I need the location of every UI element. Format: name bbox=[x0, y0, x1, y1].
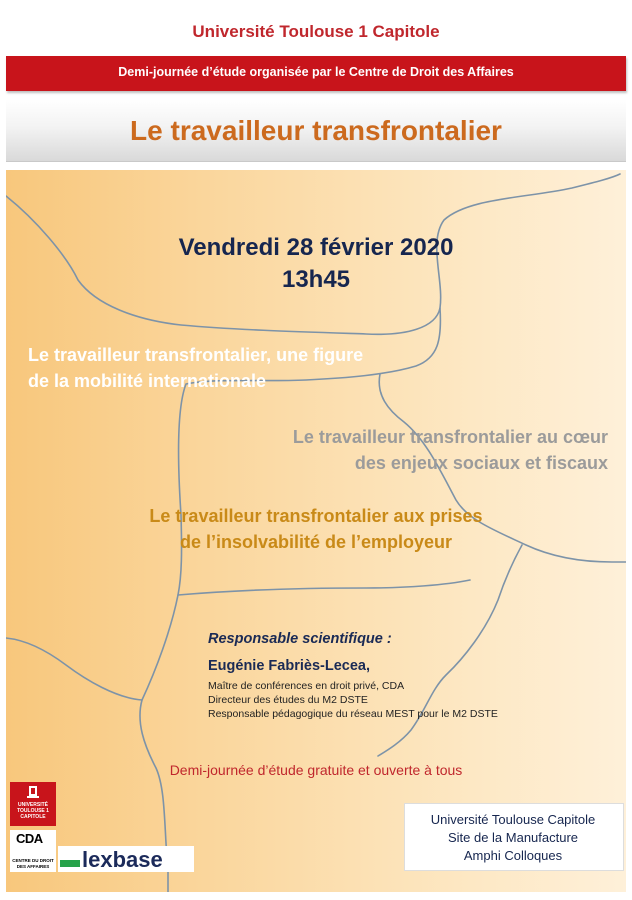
theme-1-line-1: Le travailleur transfrontalier, une figure bbox=[28, 345, 364, 365]
cda-sub-1: CENTRE DU DROIT bbox=[12, 858, 54, 863]
theme-2 bbox=[166, 424, 608, 476]
event-date: Vendredi 28 février 2020 bbox=[178, 234, 454, 261]
free-admission-note: Demi-journée d’étude gratuite et ouverte à tous bbox=[169, 762, 463, 778]
responsable-label: Responsable scientifique : bbox=[208, 631, 392, 647]
venue-line-1: Université Toulouse Capitole bbox=[430, 812, 596, 827]
venue-line-3: Amphi Colloques bbox=[463, 848, 563, 863]
theme-1 bbox=[28, 342, 548, 394]
lexbase-bar-icon bbox=[60, 860, 80, 867]
theme-2-line-2: des enjeux sociaux et fiscaux bbox=[354, 453, 608, 473]
venue-line-2: Site de la Manufacture bbox=[447, 830, 579, 845]
theme-3-line-2: de l’insolvabilité de l’employeur bbox=[179, 532, 453, 552]
responsable-name: Eugénie Fabriès-Lecea, bbox=[208, 658, 370, 674]
responsable-role-1: Maître de conférences en droit privé, CDA bbox=[208, 680, 405, 692]
lexbase-logo bbox=[58, 846, 194, 872]
responsable-role-2: Directeur des études du M2 DSTE bbox=[208, 694, 368, 706]
lexbase-wordmark: lexbase bbox=[82, 847, 163, 872]
theme-1-line-2: de la mobilité internationale bbox=[28, 371, 267, 391]
title-band bbox=[6, 99, 626, 162]
poster-background bbox=[6, 170, 626, 892]
responsable-role-3: Responsable pédagogique du réseau MEST pour le M2 DSTE bbox=[208, 708, 498, 720]
ut1-logo bbox=[10, 782, 56, 826]
venue-box bbox=[404, 803, 624, 871]
event-time: 13h45 bbox=[281, 266, 351, 293]
organizer-text: Demi-journée d’étude organisée par le Centre de Droit des Affaires bbox=[118, 65, 514, 79]
page-title: Le travailleur transfrontalier bbox=[130, 115, 502, 146]
theme-2-line-1: Le travailleur transfrontalier au cœur bbox=[292, 427, 608, 447]
cda-logo bbox=[10, 830, 56, 872]
theme-3-line-1: Le travailleur transfrontalier aux prises bbox=[149, 506, 483, 526]
organizer-band bbox=[6, 56, 626, 91]
ut1-line-3: CAPITOLE bbox=[20, 814, 46, 820]
ut1-line-2: TOULOUSE 1 bbox=[17, 808, 49, 814]
university-title: Université Toulouse 1 Capitole bbox=[192, 22, 440, 41]
ut1-line-1: UNIVERSITÉ bbox=[17, 802, 48, 808]
cda-sub-2: DES AFFAIRES bbox=[16, 864, 50, 869]
cda-mark: CDA bbox=[16, 831, 43, 846]
theme-3 bbox=[66, 503, 566, 555]
